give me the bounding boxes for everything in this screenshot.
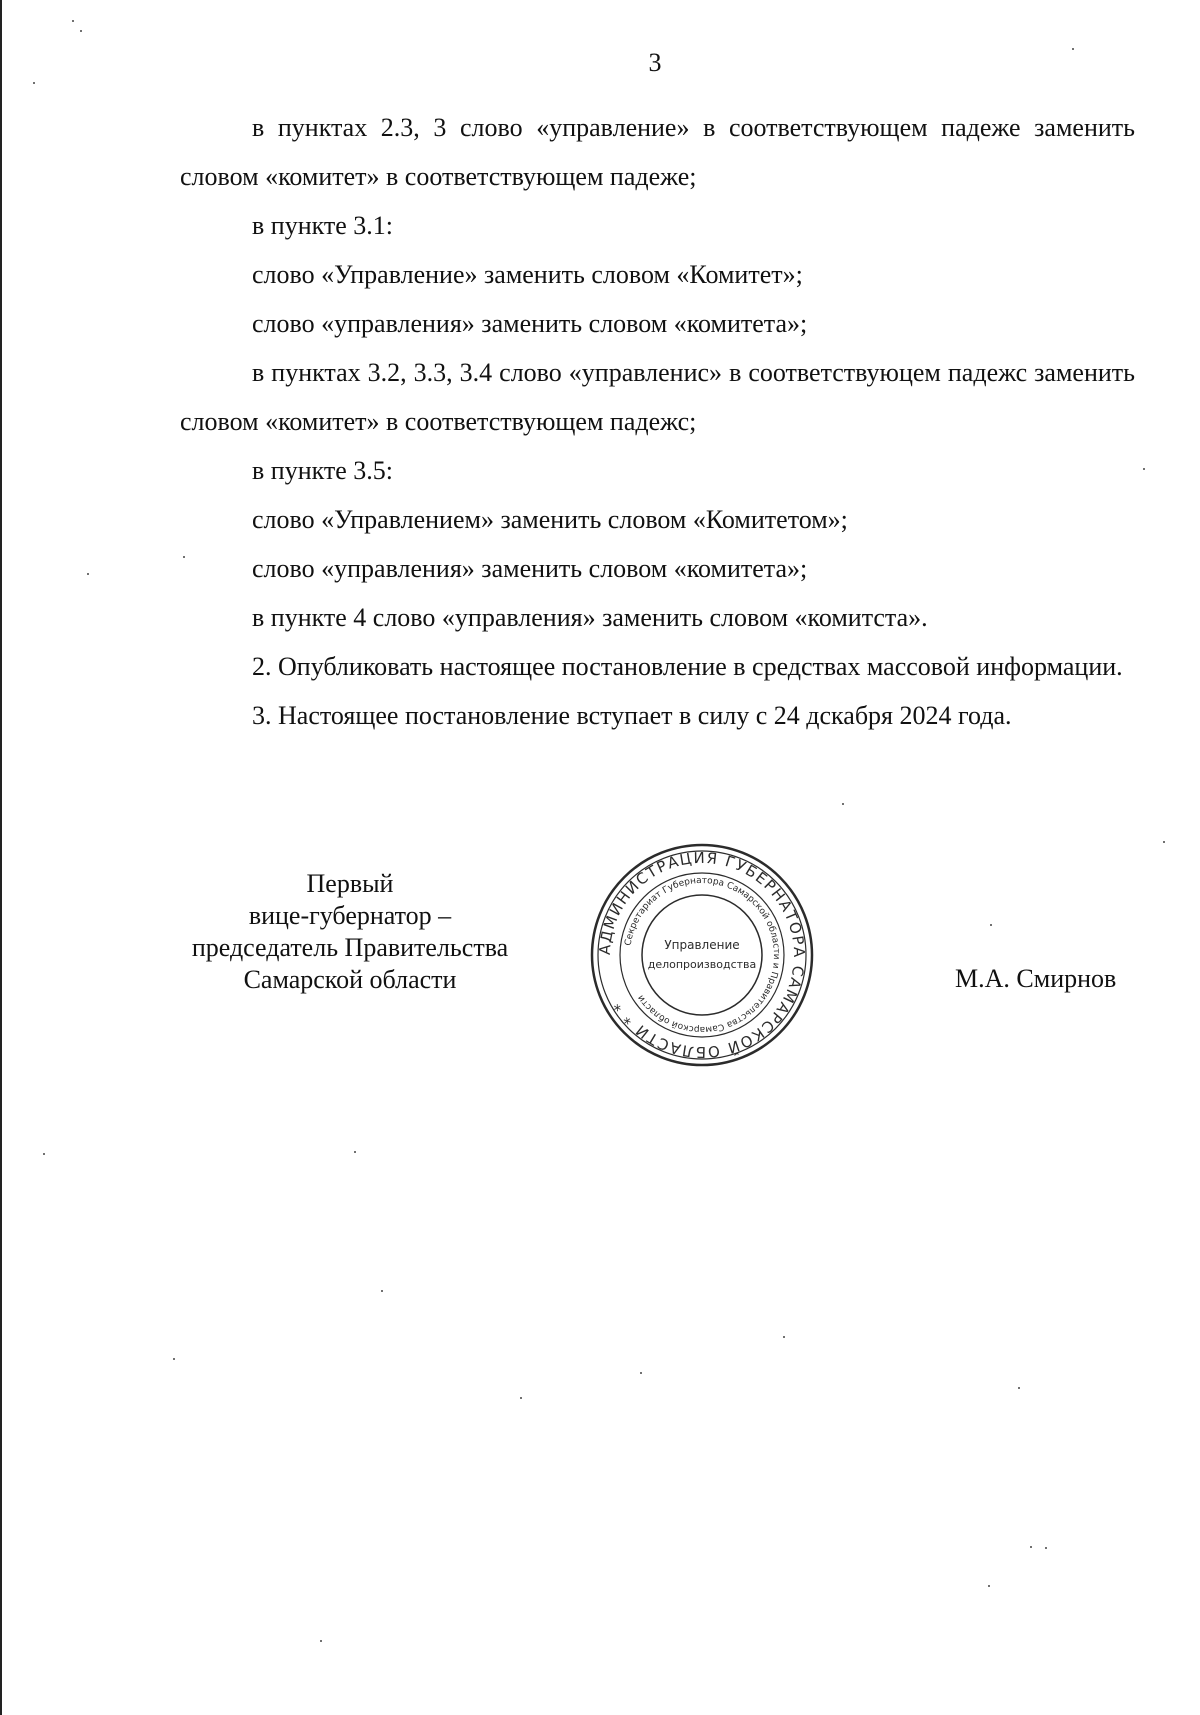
scan-speck <box>72 20 74 22</box>
signer-title-line: председатель Правительства <box>191 933 509 962</box>
paragraph-11: 3. Настоящее постановление вступает в силу с 24 дскабря 2024 года. <box>252 701 1012 730</box>
paragraph-6: в пункте 3.5: <box>252 456 394 485</box>
paragraph-9: в пункте 4 слово «управления» заменить словом «комитста». <box>252 603 928 632</box>
scan-speck <box>320 1640 322 1642</box>
signer-name: М.А. Смирнов <box>955 964 1117 993</box>
paragraph-3: слово «Управление» заменить словом «Комитет»; <box>252 260 803 289</box>
stamp-center-line-1: Управление <box>664 938 740 952</box>
stamp-inner-ring-text: Секретариат Губернатора Самарской области и Правительства Самарской области <box>623 875 782 1035</box>
scan-speck <box>183 556 185 558</box>
scan-speck <box>640 1372 642 1374</box>
stamp-center-line-2: делопроизводства <box>647 958 757 971</box>
scan-speck <box>1030 1546 1032 1548</box>
scan-speck <box>1072 48 1074 50</box>
scan-speck <box>842 803 844 805</box>
paragraph-5: в пунктах 3.2, 3.3, 3.4 слово «управленис» в соответствуюцем падежс заменить словом «комитет» в соответствующем падежс; <box>180 358 1135 436</box>
scan-speck <box>1163 841 1165 843</box>
paragraph-4: слово «управления» заменить словом «комитета»; <box>252 309 808 338</box>
paragraph-10: 2. Опубликовать настоящее постановление в средствах массовой информации. <box>252 652 1123 681</box>
scan-speck <box>988 1585 990 1587</box>
signer-title-line: вице-губернатор – <box>248 901 452 930</box>
scan-speck <box>520 1397 522 1399</box>
paragraph-1: в пунктах 2.3, 3 слово «управление» в соответствующем падеже заменить словом «комитет» в соответствующем падеже; <box>180 113 1135 191</box>
scan-speck <box>381 1290 383 1292</box>
page-number: 3 <box>648 48 662 77</box>
document-body <box>180 103 1135 740</box>
signer-title <box>170 868 530 996</box>
stamp-seal-image <box>587 840 817 1070</box>
scan-speck <box>80 30 82 32</box>
scan-speck <box>173 1358 175 1360</box>
scan-speck <box>783 1336 785 1338</box>
signer-title-line: Первый <box>306 869 394 898</box>
scan-speck <box>43 1153 45 1155</box>
signer-title-line: Самарской области <box>243 965 457 994</box>
scan-speck <box>1018 1387 1020 1389</box>
scan-speck <box>1045 1547 1047 1549</box>
stamp-outer-ring-text: АДМИНИСТРАЦИЯ ГУБЕРНАТОРА САМАРСКОЙ ОБЛАСТИ * * <box>595 848 809 1062</box>
scan-speck <box>990 924 992 926</box>
scan-speck <box>33 82 35 84</box>
scan-speck <box>1143 468 1145 470</box>
scan-speck <box>87 573 89 575</box>
paragraph-8: слово «управления» заменить словом «комитета»; <box>252 554 808 583</box>
official-stamp <box>587 840 817 1070</box>
scan-speck <box>354 1151 356 1153</box>
paragraph-7: слово «Управлением» заменить словом «Комитетом»; <box>252 505 848 534</box>
paragraph-2: в пункте 3.1: <box>252 211 394 240</box>
scan-left-edge <box>0 0 2 1715</box>
